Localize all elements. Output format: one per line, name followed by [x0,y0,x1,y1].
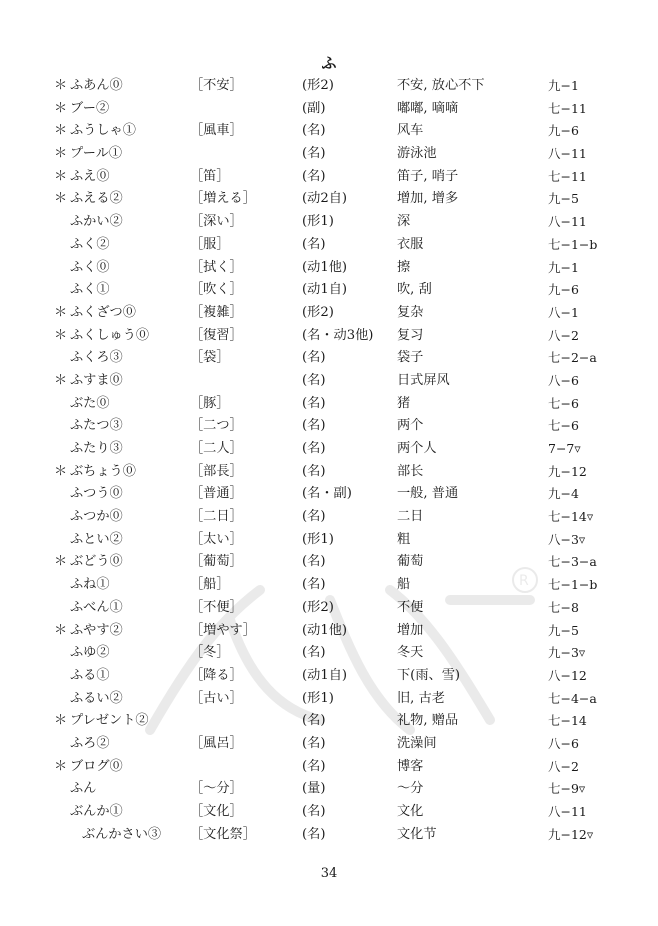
entry-kanji: ［複雑］ [190,304,243,320]
entry-part-of-speech: (形1) [302,531,334,547]
entry-reading: ぶた⓪ [70,395,110,411]
entry-lesson: 九−5 [548,622,579,638]
entry-reading: ぶんか① [70,804,123,819]
watermark-logo [130,560,550,760]
entry-meaning: 粗 [397,531,411,547]
entry-reading: ふとい② [70,531,123,547]
entry-part-of-speech: (名) [302,804,326,819]
entry-meaning: 不便 [397,599,424,615]
entry-meaning: 博客 [397,758,424,774]
list-item [0,75,658,98]
entry-kanji: ［風呂］ [190,735,243,751]
entry-lesson: 八−6 [548,372,579,388]
entry-kanji: ［二つ］ [190,418,243,434]
list-item [0,325,658,348]
entry-reading: ふくろ③ [70,350,123,366]
list-item [0,801,658,824]
entry-part-of-speech: (动1自) [302,282,348,298]
entry-part-of-speech: (名) [302,713,326,729]
entry-meaning: 风车 [397,123,424,139]
entry-lesson: 九−3▿ [548,645,586,661]
entry-kanji: ［船］ [190,577,230,593]
entry-lesson: 八−6 [548,735,579,751]
entry-part-of-speech: (动1他) [302,259,348,275]
list-item [0,438,658,461]
entry-meaning: 深 [397,214,411,230]
list-item [0,415,658,438]
entry-lesson: 七−6 [548,418,579,434]
entry-meaning: 洗澡间 [397,735,437,751]
entry-reading: ぶちょう⓪ [70,463,136,479]
list-item [0,393,658,416]
entry-meaning: 袋子 [397,350,424,366]
entry-lesson: 七−9▿ [548,781,586,797]
entry-meaning: 增加 [397,622,424,638]
entry-meaning: 游泳池 [397,146,437,162]
entry-part-of-speech: (名) [302,350,326,366]
entry-part-of-speech: (名・动3他) [302,327,374,343]
entry-lesson: 七−14 [548,713,587,729]
entry-marker: ＊ [54,758,68,774]
list-item [0,234,658,257]
entry-meaning: 日式屏风 [397,372,450,388]
entry-marker: ＊ [54,327,68,343]
entry-meaning: 〜分 [397,781,424,797]
entry-part-of-speech: (名) [302,372,326,388]
entry-part-of-speech: (名) [302,123,326,139]
list-item [0,211,658,234]
entry-part-of-speech: (名) [302,735,326,751]
entry-lesson: 七−1−b [548,236,598,252]
entry-marker: ＊ [54,100,68,116]
entry-reading: ふゆ② [70,645,110,661]
entry-meaning: 两个 [397,418,424,434]
entry-kanji: ［二人］ [190,441,243,456]
entry-part-of-speech: (动2自) [302,191,348,207]
entry-lesson: 九−12 [548,463,587,479]
entry-meaning: 两个人 [397,441,437,456]
entry-marker: ＊ [54,191,68,207]
entry-lesson: 七−11 [548,168,587,184]
entry-part-of-speech: (名) [302,509,326,525]
entry-part-of-speech: (名) [302,236,326,252]
entry-part-of-speech: (动1自) [302,667,348,683]
entry-meaning: 笛子, 哨子 [397,168,459,184]
entry-meaning: 复习 [397,327,424,343]
entry-reading: ふね① [70,577,110,593]
entry-lesson: 八−2 [548,327,579,343]
entry-kanji: ［文化祭］ [190,826,256,842]
entry-part-of-speech: (形2) [302,599,334,615]
entry-reading: ふつう⓪ [70,486,123,502]
entry-lesson: 七−3−a [548,554,597,570]
entry-meaning: 擦 [397,259,411,275]
entry-part-of-speech: (名) [302,441,326,456]
entry-reading: ふく② [70,236,110,252]
entry-reading: ふろ② [70,735,110,751]
list-item [0,461,658,484]
entry-lesson: 七−2−a [548,350,597,366]
entry-marker: ＊ [54,463,68,479]
entry-reading: ブログ⓪ [70,758,123,774]
list-item [0,347,658,370]
entry-lesson: 九−12▿ [548,826,594,842]
list-item [0,506,658,529]
entry-reading: ふる① [70,667,110,683]
entry-part-of-speech: (名) [302,168,326,184]
entry-reading: ふつか⓪ [70,509,123,525]
entry-meaning: 旧, 古老 [397,690,445,706]
entry-marker: ＊ [54,554,68,570]
entry-kanji: ［古い］ [190,690,243,706]
entry-part-of-speech: (量) [302,781,326,797]
list-item [0,302,658,325]
entry-meaning: 冬天 [397,645,424,661]
entry-lesson: 八−2 [548,758,579,774]
entry-reading: ふくしゅう⓪ [70,327,150,343]
entry-lesson: 九−4 [548,486,579,502]
entry-kanji: ［袋］ [190,350,230,366]
entry-marker: ＊ [54,713,68,729]
entry-reading: ふん [70,781,97,797]
entry-meaning: 下(雨、雪) [397,667,461,683]
entry-reading: ふあん⓪ [70,78,123,93]
entry-reading: ぶどう⓪ [70,554,123,570]
entry-lesson: 八−11 [548,804,587,819]
entry-marker: ＊ [54,78,68,93]
entry-kanji: ［拭く］ [190,259,243,275]
entry-kanji: ［文化］ [190,804,243,819]
entry-marker: ＊ [54,146,68,162]
entry-lesson: 八−12 [548,667,587,683]
entry-lesson: 八−11 [548,214,587,230]
entry-lesson: 八−11 [548,146,587,162]
entry-lesson: 九−6 [548,123,579,139]
entry-kanji: ［不便］ [190,599,243,615]
list-item [0,778,658,801]
entry-part-of-speech: (名・副) [302,486,352,502]
entry-kanji: ［太い］ [190,531,243,547]
entry-part-of-speech: (名) [302,577,326,593]
entry-kanji: ［吹く］ [190,282,243,298]
entry-kanji: ［降る］ [190,667,243,683]
entry-meaning: 二日 [397,509,424,525]
entry-reading: ふく⓪ [70,259,110,275]
entry-marker: ＊ [54,622,68,638]
entry-reading: ふるい② [70,690,123,706]
entry-part-of-speech: (名) [302,418,326,434]
svg-text:R: R [519,573,529,589]
list-item [0,279,658,302]
entry-kanji: ［増える］ [190,191,256,207]
entry-kanji: ［〜分］ [190,781,243,797]
entry-kanji: ［風車］ [190,123,243,139]
entry-kanji: ［部長］ [190,463,243,479]
entry-meaning: 葡萄 [397,554,424,570]
entry-meaning: 复杂 [397,304,424,320]
entry-reading: ふえ⓪ [70,168,110,184]
entry-part-of-speech: (形1) [302,214,334,230]
entry-reading: プレゼント② [70,713,149,729]
list-item [0,529,658,552]
entry-lesson: 九−5 [548,191,579,207]
entry-part-of-speech: (动1他) [302,622,348,638]
entry-lesson: 九−1 [548,259,579,275]
entry-part-of-speech: (副) [302,100,326,116]
entry-part-of-speech: (形2) [302,78,334,93]
entry-lesson: 七−1−b [548,577,598,593]
entry-meaning: 猪 [397,395,411,411]
entry-meaning: 嘟嘟, 嘀嘀 [397,100,459,116]
entry-reading: ふかい② [70,214,123,230]
entry-meaning: 衣服 [397,236,424,252]
entry-reading: ふえる② [70,191,123,207]
list-item [0,824,658,847]
list-item [0,257,658,280]
entry-kanji: ［二日］ [190,509,243,525]
entry-kanji: ［冬］ [190,645,230,661]
entry-kanji: ［葡萄］ [190,554,243,570]
entry-reading: ふくざつ⓪ [70,304,136,320]
entry-meaning: 文化节 [397,826,437,842]
entry-lesson: 七−8 [548,599,579,615]
entry-reading: ぶんかさい③ [82,826,162,842]
entry-reading: ふやす② [70,622,123,638]
entry-lesson: 七−4−a [548,690,597,706]
entry-meaning: 增加, 增多 [397,191,459,207]
entry-marker: ＊ [54,304,68,320]
entry-kanji: ［不安］ [190,78,243,93]
entry-marker: ＊ [54,123,68,139]
list-item [0,98,658,121]
entry-meaning: 文化 [397,804,424,819]
entry-part-of-speech: (形2) [302,304,334,320]
entry-lesson: 八−3▿ [548,531,586,547]
entry-kanji: ［豚］ [190,395,230,411]
page-number: 34 [320,866,338,881]
section-heading: ふ [321,54,337,72]
entry-reading: プール① [70,146,123,162]
list-item [0,143,658,166]
entry-reading: ふべん① [70,599,123,615]
entry-reading: ブー② [70,100,110,116]
entry-part-of-speech: (名) [302,826,326,842]
entry-meaning: 礼物, 赠品 [397,713,459,729]
list-item [0,483,658,506]
entry-marker: ＊ [54,168,68,184]
entry-lesson: 七−11 [548,100,587,116]
entry-part-of-speech: (名) [302,395,326,411]
entry-lesson: 7−7▿ [548,441,581,456]
entry-kanji: ［増やす］ [190,622,256,638]
entry-reading: ふたつ③ [70,418,123,434]
entry-lesson: 八−1 [548,304,579,320]
entry-kanji: ［復習］ [190,327,243,343]
entry-reading: ふたり③ [70,441,123,456]
entry-lesson: 七−14▿ [548,509,594,525]
entry-reading: ふく① [70,282,110,298]
entry-kanji: ［普通］ [190,486,243,502]
entry-kanji: ［服］ [190,236,230,252]
entry-part-of-speech: (名) [302,554,326,570]
entry-kanji: ［笛］ [190,168,230,184]
entry-part-of-speech: (名) [302,146,326,162]
entry-meaning: 一般, 普通 [397,486,459,502]
entry-lesson: 九−6 [548,282,579,298]
list-item [0,120,658,143]
entry-part-of-speech: (名) [302,463,326,479]
entry-marker: ＊ [54,372,68,388]
list-item [0,188,658,211]
entry-reading: ふすま⓪ [70,372,123,388]
entry-part-of-speech: (形1) [302,690,334,706]
entry-part-of-speech: (名) [302,645,326,661]
entry-lesson: 七−6 [548,395,579,411]
entry-part-of-speech: (名) [302,758,326,774]
entry-meaning: 吹, 刮 [397,282,432,298]
entry-reading: ふうしゃ① [70,123,136,139]
entry-meaning: 船 [397,577,411,593]
list-item [0,166,658,189]
entry-meaning: 部长 [397,463,424,479]
entry-kanji: ［深い］ [190,214,243,230]
list-item [0,370,658,393]
entry-lesson: 九−1 [548,78,579,93]
entry-meaning: 不安, 放心不下 [397,78,485,93]
